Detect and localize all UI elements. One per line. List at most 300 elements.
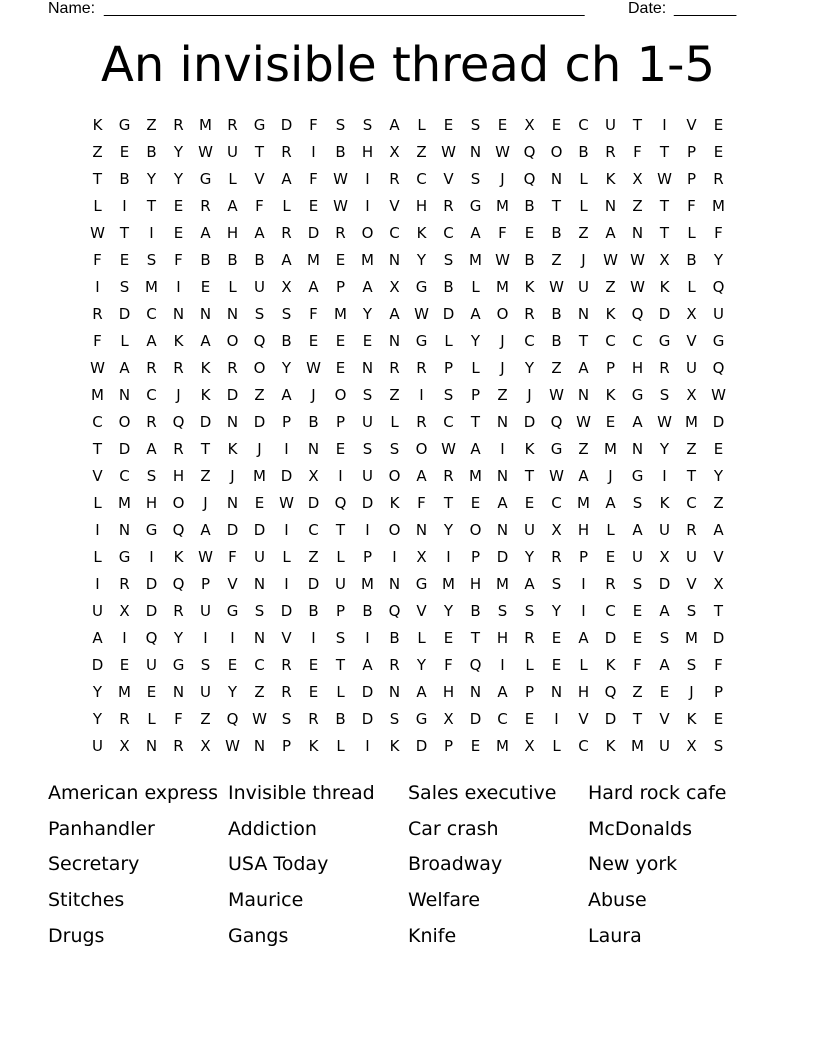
grid-letter: U [659, 521, 670, 539]
grid-letter: E [308, 683, 319, 701]
grid-letter: Q [145, 629, 158, 647]
word-list-row [48, 778, 768, 814]
grid-letter: W [603, 251, 618, 269]
grid-letter: B [308, 413, 319, 431]
grid-letter: J [500, 170, 505, 188]
grid-letter: P [200, 575, 211, 593]
grid-letter: M [577, 494, 590, 512]
grid-letter: E [119, 656, 130, 674]
grid-letter: C [92, 413, 103, 431]
grid-letter: R [389, 359, 400, 377]
grid-letter: A [200, 224, 211, 242]
grid-letter: Y [146, 170, 157, 188]
grid-letter: G [172, 656, 185, 674]
grid-letter: L [471, 278, 480, 296]
grid-letter: U [254, 548, 265, 566]
grid-letter: L [687, 278, 696, 296]
grid-letter: H [226, 224, 239, 242]
grid-letter: U [92, 602, 103, 620]
grid-letter: R [416, 359, 427, 377]
grid-letter: W [576, 413, 591, 431]
grid-letter: A [605, 494, 616, 512]
grid-letter: J [689, 683, 694, 701]
grid-letter: N [361, 359, 374, 377]
grid-letter: F [633, 656, 642, 674]
grid-letter: X [524, 737, 535, 755]
grid-letter: I [581, 575, 586, 593]
grid-letter: Y [281, 359, 292, 377]
grid-letter: Z [551, 251, 562, 269]
grid-letter: A [92, 629, 103, 647]
grid-letter: B [551, 332, 562, 350]
grid-letter: Y [173, 170, 184, 188]
grid-letter: P [335, 602, 346, 620]
grid-letter: D [658, 305, 671, 323]
word-list-item: Stitches [48, 889, 125, 912]
grid-letter: P [443, 737, 454, 755]
grid-letter: E [605, 548, 616, 566]
grid-letter: F [633, 143, 642, 161]
grid-letter: R [119, 710, 130, 728]
grid-letter: A [470, 224, 481, 242]
grid-letter: S [632, 494, 643, 512]
grid-letter: R [605, 143, 616, 161]
grid-letter: K [173, 332, 184, 350]
grid-letter: K [416, 224, 427, 242]
grid-letter: B [551, 224, 562, 242]
grid-letter: H [496, 629, 509, 647]
grid-letter: R [389, 170, 400, 188]
grid-letter: D [442, 305, 455, 323]
grid-letter: T [578, 332, 589, 350]
grid-letter: F [174, 710, 183, 728]
grid-letter: S [119, 278, 130, 296]
grid-letter: T [659, 224, 670, 242]
grid-letter: I [338, 467, 343, 485]
grid-letter: E [659, 683, 670, 701]
grid-letter: I [122, 629, 127, 647]
grid-letter: Z [146, 116, 157, 134]
grid-letter: X [443, 710, 454, 728]
grid-letter: L [336, 683, 345, 701]
grid-letter: T [524, 467, 535, 485]
grid-letter: Y [713, 467, 724, 485]
word-list-item: Invisible thread [228, 782, 375, 804]
grid-letter: M [469, 467, 482, 485]
grid-letter: F [309, 116, 318, 134]
grid-letter: E [173, 224, 184, 242]
grid-letter: M [496, 737, 509, 755]
grid-letter: M [712, 197, 725, 215]
grid-letter: G [118, 548, 131, 566]
grid-letter: J [257, 440, 262, 458]
grid-letter: L [93, 197, 102, 215]
grid-row [84, 625, 732, 652]
grid-letter: N [496, 413, 509, 431]
grid-letter: R [227, 116, 238, 134]
grid-letter: R [173, 440, 184, 458]
grid-letter: Q [172, 575, 185, 593]
grid-letter: E [524, 710, 535, 728]
grid-letter: D [226, 386, 239, 404]
grid-letter: I [500, 440, 505, 458]
grid-letter: C [605, 332, 616, 350]
grid-letter: V [578, 710, 589, 728]
grid-row [84, 652, 732, 679]
grid-letter: X [632, 170, 643, 188]
grid-letter: E [119, 251, 130, 269]
grid-letter: L [93, 548, 102, 566]
grid-letter: V [281, 629, 292, 647]
grid-letter: Q [712, 278, 725, 296]
grid-letter: W [198, 548, 213, 566]
name-blank-line: ______________________________________________________ [104, 0, 585, 17]
grid-letter: L [579, 197, 588, 215]
grid-letter: T [92, 170, 103, 188]
grid-letter: A [578, 467, 589, 485]
grid-letter: R [281, 143, 292, 161]
grid-letter: O [226, 332, 239, 350]
grid-letter: G [631, 467, 644, 485]
grid-row [84, 409, 732, 436]
grid-letter: K [308, 737, 319, 755]
grid-letter: V [686, 575, 697, 593]
grid-letter: R [524, 305, 535, 323]
word-list-item: New york [588, 853, 678, 876]
word-list-item: Secretary [48, 853, 140, 876]
grid-row [84, 598, 732, 625]
grid-letter: S [443, 386, 454, 404]
grid-letter: L [417, 116, 426, 134]
grid-letter: M [496, 197, 509, 215]
grid-letter: J [581, 251, 586, 269]
grid-letter: P [362, 548, 373, 566]
grid-letter: S [632, 575, 643, 593]
grid-letter: D [199, 413, 212, 431]
grid-letter: E [362, 332, 373, 350]
grid-letter: L [390, 413, 399, 431]
grid-letter: E [632, 629, 643, 647]
grid-letter: N [388, 251, 401, 269]
grid-letter: J [500, 359, 505, 377]
grid-letter: J [176, 386, 181, 404]
grid-letter: N [469, 683, 482, 701]
grid-letter: W [711, 386, 726, 404]
grid-letter: S [389, 440, 400, 458]
grid-letter: R [659, 359, 670, 377]
grid-letter: E [443, 629, 454, 647]
grid-letter: Y [524, 359, 535, 377]
grid-letter: G [550, 440, 563, 458]
grid-letter: G [631, 386, 644, 404]
grid-letter: I [284, 521, 289, 539]
grid-letter: A [200, 332, 211, 350]
grid-letter: R [416, 413, 427, 431]
date-label: Date: [628, 0, 667, 17]
grid-letter: R [146, 413, 157, 431]
grid-letter: O [361, 224, 374, 242]
word-list [48, 778, 768, 956]
grid-letter: R [173, 359, 184, 377]
grid-letter: A [146, 440, 157, 458]
grid-letter: T [119, 224, 130, 242]
grid-letter: E [335, 251, 346, 269]
grid-letter: E [308, 197, 319, 215]
grid-letter: R [605, 575, 616, 593]
grid-letter: A [578, 359, 589, 377]
grid-letter: L [336, 737, 345, 755]
grid-letter: F [498, 224, 507, 242]
grid-letter: C [416, 170, 427, 188]
grid-letter: V [686, 116, 697, 134]
grid-letter: B [578, 143, 589, 161]
grid-letter: B [119, 170, 130, 188]
grid-row [84, 571, 732, 598]
grid-letter: F [93, 251, 102, 269]
grid-letter: X [308, 467, 319, 485]
grid-letter: U [362, 467, 373, 485]
word-list-item: Maurice [228, 889, 304, 912]
grid-letter: K [524, 440, 535, 458]
grid-letter: Q [172, 413, 185, 431]
grid-letter: A [470, 440, 481, 458]
grid-letter: B [254, 251, 265, 269]
grid-letter: D [145, 602, 158, 620]
grid-letter: E [632, 602, 643, 620]
grid-letter: D [361, 494, 374, 512]
grid-letter: Z [92, 143, 103, 161]
grid-row [84, 517, 732, 544]
grid-letter: L [579, 656, 588, 674]
grid-letter: A [119, 359, 130, 377]
grid-letter: E [308, 656, 319, 674]
grid-letter: W [657, 413, 672, 431]
grid-letter: I [581, 602, 586, 620]
grid-row [84, 436, 732, 463]
grid-letter: D [280, 116, 293, 134]
word-list-row [48, 849, 768, 885]
grid-letter: C [578, 737, 589, 755]
grid-letter: P [713, 683, 724, 701]
grid-letter: I [230, 629, 235, 647]
grid-letter: A [254, 224, 265, 242]
grid-letter: N [388, 683, 401, 701]
grid-letter: W [549, 386, 564, 404]
grid-letter: V [389, 197, 400, 215]
grid-letter: F [309, 170, 318, 188]
grid-letter: C [389, 224, 400, 242]
grid-letter: M [361, 251, 374, 269]
grid-letter: U [227, 143, 238, 161]
grid-letter: P [686, 143, 697, 161]
grid-letter: T [254, 143, 265, 161]
grid-letter: S [470, 116, 481, 134]
grid-letter: H [442, 683, 455, 701]
grid-letter: N [145, 737, 158, 755]
grid-letter: Y [92, 710, 103, 728]
grid-letter: M [253, 467, 266, 485]
grid-letter: U [659, 737, 670, 755]
grid-letter: S [362, 386, 373, 404]
grid-letter: H [577, 521, 590, 539]
grid-letter: I [122, 197, 127, 215]
grid-letter: I [446, 548, 451, 566]
grid-letter: S [713, 737, 724, 755]
grid-letter: K [659, 278, 670, 296]
grid-letter: W [549, 278, 564, 296]
grid-letter: W [333, 170, 348, 188]
grid-letter: W [549, 467, 564, 485]
grid-letter: V [92, 467, 103, 485]
word-list-item: Car crash [408, 817, 499, 840]
grid-letter: B [686, 251, 697, 269]
grid-letter: K [200, 359, 211, 377]
grid-row [84, 274, 732, 301]
grid-letter: I [311, 143, 316, 161]
grid-row [84, 193, 732, 220]
grid-letter: U [524, 521, 535, 539]
grid-letter: B [281, 332, 292, 350]
grid-letter: M [469, 251, 482, 269]
grid-letter: D [604, 629, 617, 647]
grid-letter: R [281, 656, 292, 674]
grid-letter: K [605, 737, 616, 755]
grid-letter: I [365, 521, 370, 539]
grid-letter: R [173, 602, 184, 620]
grid-letter: W [252, 710, 267, 728]
grid-letter: Q [469, 656, 482, 674]
grid-letter: B [524, 251, 535, 269]
grid-letter: D [253, 521, 266, 539]
grid-letter: N [118, 521, 131, 539]
grid-letter: M [685, 413, 698, 431]
grid-letter: A [362, 278, 373, 296]
grid-letter: F [174, 251, 183, 269]
grid-letter: Y [227, 683, 238, 701]
grid-letter: P [686, 170, 697, 188]
grid-letter: T [92, 440, 103, 458]
grid-letter: Y [443, 521, 454, 539]
grid-letter: I [149, 224, 154, 242]
grid-letter: M [91, 386, 104, 404]
grid-letter: P [524, 683, 535, 701]
grid-letter: B [389, 629, 400, 647]
grid-letter: S [659, 386, 670, 404]
grid-letter: A [227, 197, 238, 215]
grid-letter: Z [497, 386, 508, 404]
grid-letter: A [497, 494, 508, 512]
grid-letter: H [631, 359, 644, 377]
grid-letter: E [254, 494, 265, 512]
grid-letter: C [497, 710, 508, 728]
grid-letter: D [712, 413, 725, 431]
grid-letter: E [605, 413, 616, 431]
grid-letter: X [686, 305, 697, 323]
grid-letter: S [389, 710, 400, 728]
grid-letter: W [198, 143, 213, 161]
grid-letter: E [713, 710, 724, 728]
grid-letter: T [470, 629, 481, 647]
grid-letter: I [365, 197, 370, 215]
grid-letter: A [416, 467, 427, 485]
grid-letter: M [631, 737, 644, 755]
grid-letter: U [713, 305, 724, 323]
grid-letter: E [335, 440, 346, 458]
grid-letter: T [200, 440, 211, 458]
grid-letter: X [524, 116, 535, 134]
grid-letter: X [389, 278, 400, 296]
grid-letter: C [254, 656, 265, 674]
word-list-row [48, 921, 768, 957]
grid-letter: E [470, 737, 481, 755]
grid-letter: O [253, 359, 266, 377]
grid-letter: X [659, 548, 670, 566]
grid-letter: J [500, 332, 505, 350]
grid-letter: L [282, 548, 291, 566]
grid-letter: B [362, 602, 373, 620]
grid-letter: A [713, 521, 724, 539]
grid-letter: T [470, 413, 481, 431]
grid-letter: R [119, 575, 130, 593]
grid-letter: M [118, 683, 131, 701]
grid-letter: J [230, 467, 235, 485]
grid-letter: Q [334, 494, 347, 512]
grid-letter: Y [362, 305, 373, 323]
grid-letter: Y [470, 332, 481, 350]
grid-letter: S [335, 116, 346, 134]
grid-letter: N [469, 143, 482, 161]
grid-letter: Q [604, 683, 617, 701]
grid-letter: E [335, 359, 346, 377]
grid-letter: S [281, 710, 292, 728]
grid-letter: D [253, 413, 266, 431]
grid-letter: R [227, 359, 238, 377]
grid-letter: W [630, 278, 645, 296]
grid-letter: L [687, 224, 696, 242]
grid-letter: N [253, 737, 266, 755]
grid-letter: J [311, 386, 316, 404]
grid-letter: B [227, 251, 238, 269]
grid-letter: U [335, 575, 346, 593]
grid-letter: M [145, 278, 158, 296]
grid-row [84, 166, 732, 193]
grid-letter: J [203, 494, 208, 512]
grid-letter: I [392, 548, 397, 566]
grid-letter: U [632, 548, 643, 566]
word-list-item: Abuse [588, 889, 647, 912]
grid-letter: D [145, 575, 158, 593]
grid-letter: D [307, 575, 320, 593]
grid-letter: M [604, 440, 617, 458]
word-list-item: USA Today [228, 853, 329, 876]
name-label: Name: [48, 0, 96, 17]
grid-letter: S [686, 602, 697, 620]
grid-row [84, 355, 732, 382]
grid-letter: R [551, 548, 562, 566]
grid-letter: E [713, 440, 724, 458]
grid-letter: Q [172, 521, 185, 539]
grid-letter: N [415, 521, 428, 539]
grid-letter: X [686, 737, 697, 755]
grid-letter: S [470, 170, 481, 188]
word-list-row [48, 885, 768, 921]
grid-letter: D [280, 467, 293, 485]
grid-letter: K [605, 386, 616, 404]
grid-letter: N [226, 413, 239, 431]
header-line [48, 0, 748, 18]
grid-letter: S [362, 440, 373, 458]
grid-row [84, 544, 732, 571]
